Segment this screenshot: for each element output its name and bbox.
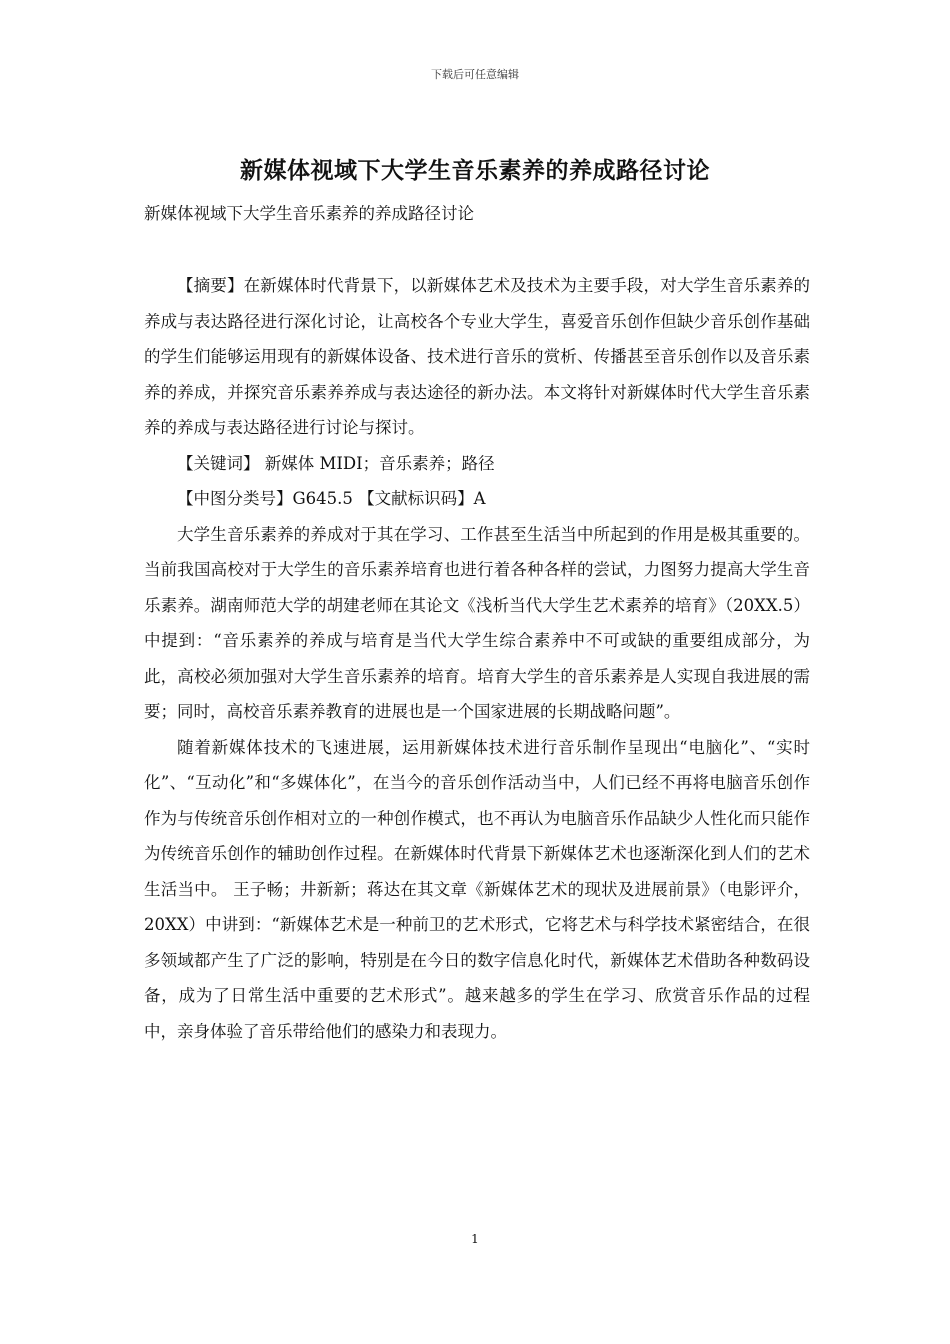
classification-line: 【中图分类号】G645.5 【文献标识码】A — [177, 489, 486, 508]
keywords-line: 【关键词】 新媒体 MIDI；音乐素养；路径 — [177, 453, 495, 473]
document-title: 新媒体视域下大学生音乐素养的养成路径讨论 — [240, 157, 710, 184]
abstract-paragraph: 【摘要】在新媒体时代背景下，以新媒体艺术及技术为主要手段，对大学生音乐素养的养成与表达路径进行深化讨论，让高校各个专业大学生，喜爱音乐创作但缺少音乐创作基础的学生们能够运用现有的新媒体设备、技术进行音乐的赏析、传播甚至音乐创作以及音乐素养的养成，并探究音乐素养养成与表达途径的新办法。本文将针对新媒体时代大学生音乐素养的养成与表达路径进行讨论与探讨。 — [144, 276, 810, 437]
document-subtitle: 新媒体视域下大学生音乐素养的养成路径讨论 — [144, 204, 474, 223]
header-note: 下载后可任意编辑 — [431, 68, 519, 81]
body-paragraph-1: 大学生音乐素养的养成对于其在学习、工作甚至生活当中所起到的作用是极其重要的。当前我国高校对于大学生的音乐素养培育也进行着各种各样的尝试，力图努力提高大学生音乐素养。湖南师范大学的胡建老师在其论文《浅析当代大学生艺术素养的培育》（20XX.5）中提到：“音乐素养的养成与培育是当代大学生综合素养中不可或缺的重要组成部分，为此，高校必须加强对大学生音乐素养的培育。培育大学生的音乐素养是人实现自我进展的需要；同时，高校音乐素养教育的进展也是一个国家进展的长期战略问题”。 — [144, 524, 810, 721]
page-number: 1 — [471, 1232, 479, 1246]
document-body — [144, 268, 810, 1049]
body-paragraph-2: 随着新媒体技术的飞速进展，运用新媒体技术进行音乐制作呈现出“电脑化”、“实时化”、“互动化”和“多媒体化”，在当今的音乐创作活动当中，人们已经不再将电脑音乐创作作为与传统音乐创作相对立的一种创作模式，也不再认为电脑音乐作品缺少人性化而只能作为传统音乐创作的辅助创作过程。在新媒体时代背景下新媒体艺术也逐渐深化到人们的艺术生活当中。 王子畅；井新新；蒋达在其文章《新媒体艺术的现状及进展前景》（电影评介，20XX）中讲到：“新媒体艺术是一种前卫的艺术形式，它将艺术与科学技术紧密结合，在很多领域都产生了广泛的影响，特别是在今日的数字信息化时代，新媒体艺术借助各种数码设备，成为了日常生活中重要的艺术形式”。越来越多的学生在学习、欣赏音乐作品的过程中，亲身体验了音乐带给他们的感染力和表现力。 — [144, 737, 810, 1041]
